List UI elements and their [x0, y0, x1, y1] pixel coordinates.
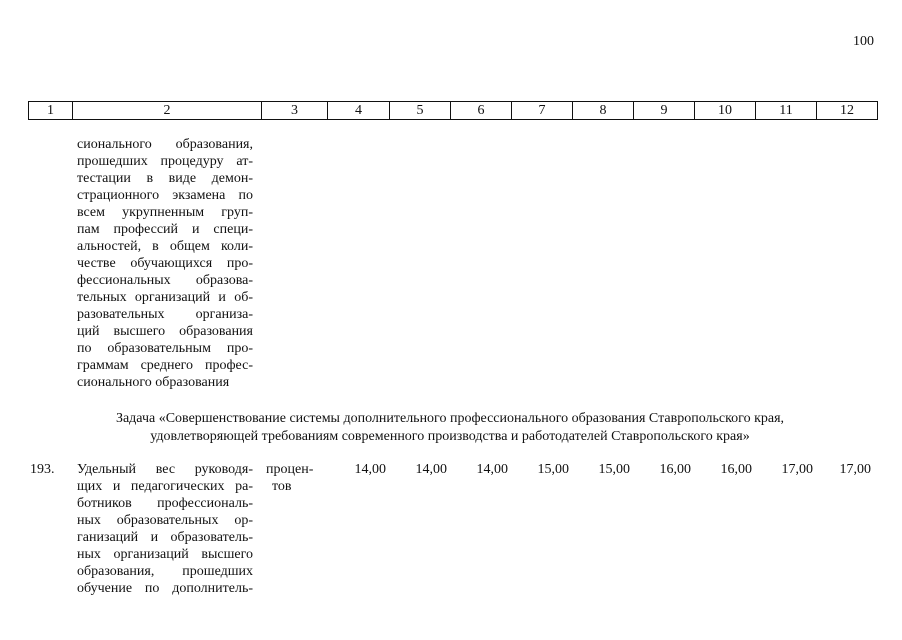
task-heading-line: удовлетворяющей требованиям современного производства и работодателей Ставропольского края» [150, 429, 750, 444]
text-line: тельных организаций и об- [77, 290, 253, 305]
column-number: 2 [73, 102, 262, 120]
text-line: фессиональных образова- [77, 273, 253, 288]
column-number: 3 [262, 102, 328, 120]
table-header-row [29, 102, 878, 120]
text-line: альностей, в общем коли- [77, 239, 253, 254]
text-line: тестации в виде демон- [77, 171, 253, 186]
row-value: 17,00 [839, 462, 871, 477]
column-number: 12 [817, 102, 878, 120]
text-line: страционного экзамена по [77, 188, 253, 203]
row-value: 16,00 [659, 462, 691, 477]
column-number: 10 [695, 102, 756, 120]
text-line: ных организаций высшего [77, 547, 253, 562]
text-line: тов [272, 479, 292, 494]
row-value: 15,00 [598, 462, 630, 477]
page-number: 100 [853, 34, 874, 49]
table-column-numbers [28, 101, 878, 120]
row-value: 16,00 [720, 462, 752, 477]
row-value: 15,00 [537, 462, 569, 477]
text-line: пам профессий и специ- [77, 222, 253, 237]
text-line: граммам среднего профес- [77, 358, 253, 373]
row-unit [266, 461, 324, 495]
row-value: 14,00 [354, 462, 386, 477]
column-number: 7 [512, 102, 573, 120]
text-line: ботников профессиональ- [77, 496, 253, 511]
text-line: разовательных организа- [77, 307, 253, 322]
text-line: процен- [266, 462, 314, 477]
text-line: всем укрупненным груп- [77, 205, 253, 220]
column-number: 9 [634, 102, 695, 120]
text-line: Удельный вес руководя- [77, 462, 253, 477]
text-line: прошедших процедуру ат- [77, 154, 253, 169]
column-number: 11 [756, 102, 817, 120]
row-value: 14,00 [415, 462, 447, 477]
row-description [77, 461, 253, 597]
row-number: 193. [30, 462, 55, 477]
task-heading [60, 410, 840, 446]
text-line: ций высшего образования [77, 324, 253, 339]
column-number: 5 [390, 102, 451, 120]
text-line: образования, прошедших [77, 564, 253, 579]
column-number: 6 [451, 102, 512, 120]
text-line: сионального образования [77, 375, 230, 390]
text-line: ганизаций и образователь- [77, 530, 253, 545]
row-value: 14,00 [476, 462, 508, 477]
column-number: 8 [573, 102, 634, 120]
text-line: обучение по дополнитель- [77, 581, 253, 596]
column-number: 4 [328, 102, 390, 120]
text-line: ных образовательных ор- [77, 513, 253, 528]
row-value: 17,00 [781, 462, 813, 477]
column-number: 1 [29, 102, 73, 120]
text-line: по образовательным про- [77, 341, 253, 356]
text-line: щих и педагогических ра- [77, 479, 253, 494]
text-line: честве обучающихся про- [77, 256, 253, 271]
continuation-description [77, 136, 253, 391]
task-heading-line: Задача «Совершенствование системы дополнительного профессионального образования Ставропольского края, [115, 411, 785, 426]
text-line: сионального образования, [77, 137, 253, 152]
